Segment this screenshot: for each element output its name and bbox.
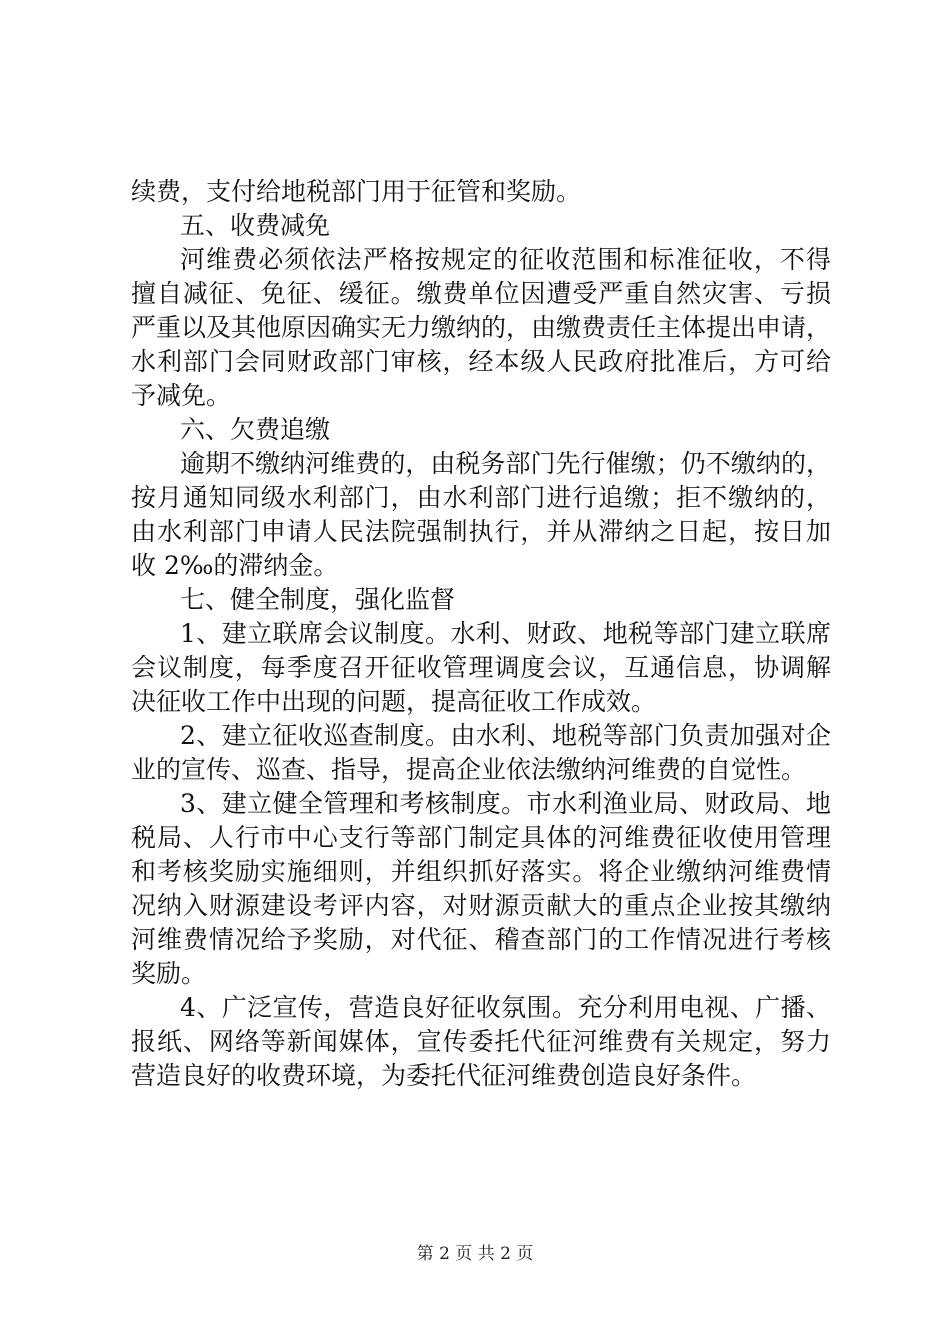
- paragraph-line: 按月通知同级水利部门，由水利部门进行追缴；拒不缴纳的，: [131, 483, 831, 512]
- paragraph-line: 续费，支付给地税部门用于征管和奖励。: [131, 177, 582, 206]
- paragraph-line: 水利部门会同财政部门审核，经本级人民政府批准后，方可给: [131, 347, 831, 376]
- paragraph-line: 1、建立联席会议制度。水利、财政、地税等部门建立联席: [180, 619, 831, 648]
- paragraph-line: 逾期不缴纳河维费的，由税务部门先行催缴；仍不缴纳的，: [180, 449, 831, 478]
- paragraph-line: 严重以及其他原因确实无力缴纳的，由缴费责任主体提出申请，: [131, 313, 832, 342]
- paragraph-line: 况纳入财源建设考评内容，对财源贡献大的重点企业按其缴纳: [131, 891, 831, 920]
- section-heading-7: 七、健全制度，强化监督: [180, 585, 456, 614]
- paragraph-line: 2、建立征收巡查制度。由水利、地税等部门负责加强对企: [180, 721, 831, 750]
- paragraph-line: 3、建立健全管理和考核制度。市水利渔业局、财政局、地: [180, 789, 831, 818]
- paragraph-line: 收 2‰的滞纳金。: [131, 551, 339, 580]
- paragraph-line: 奖励。: [131, 959, 207, 988]
- paragraph-line: 税局、人行市中心支行等部门制定具体的河维费征收使用管理: [131, 823, 831, 852]
- paragraph-line: 营造良好的收费环境，为委托代征河维费创造良好条件。: [131, 1061, 757, 1090]
- paragraph-line: 会议制度，每季度召开征收管理调度会议，互通信息，协调解: [131, 653, 831, 682]
- paragraph-line: 擅自减征、免征、缓征。缴费单位因遭受严重自然灾害、亏损: [131, 279, 831, 308]
- paragraph-line: 决征收工作中出现的问题，提高征收工作成效。: [131, 687, 657, 716]
- paragraph-line: 和考核奖励实施细则，并组织抓好落实。将企业缴纳河维费情: [131, 857, 831, 886]
- section-heading-5: 五、收费减免: [180, 211, 331, 240]
- paragraph-line: 业的宣传、巡查、指导，提高企业依法缴纳河维费的自觉性。: [131, 755, 807, 784]
- paragraph-line: 报纸、网络等新闻媒体，宣传委托代征河维费有关规定，努力: [131, 1027, 831, 1056]
- section-heading-6: 六、欠费追缴: [180, 415, 331, 444]
- page-number-footer: 第 2 页 共 2 页: [416, 1244, 534, 1264]
- paragraph-line: 予减免。: [131, 381, 232, 410]
- paragraph-line: 由水利部门申请人民法院强制执行，并从滞纳之日起，按日加: [131, 517, 831, 546]
- paragraph-line: 河维费情况给予奖励，对代征、稽查部门的工作情况进行考核: [131, 925, 831, 954]
- paragraph-line: 4、广泛宣传，营造良好征收氛围。充分利用电视、广播、: [180, 993, 831, 1022]
- paragraph-line: 河维费必须依法严格按规定的征收范围和标准征收，不得: [180, 245, 831, 274]
